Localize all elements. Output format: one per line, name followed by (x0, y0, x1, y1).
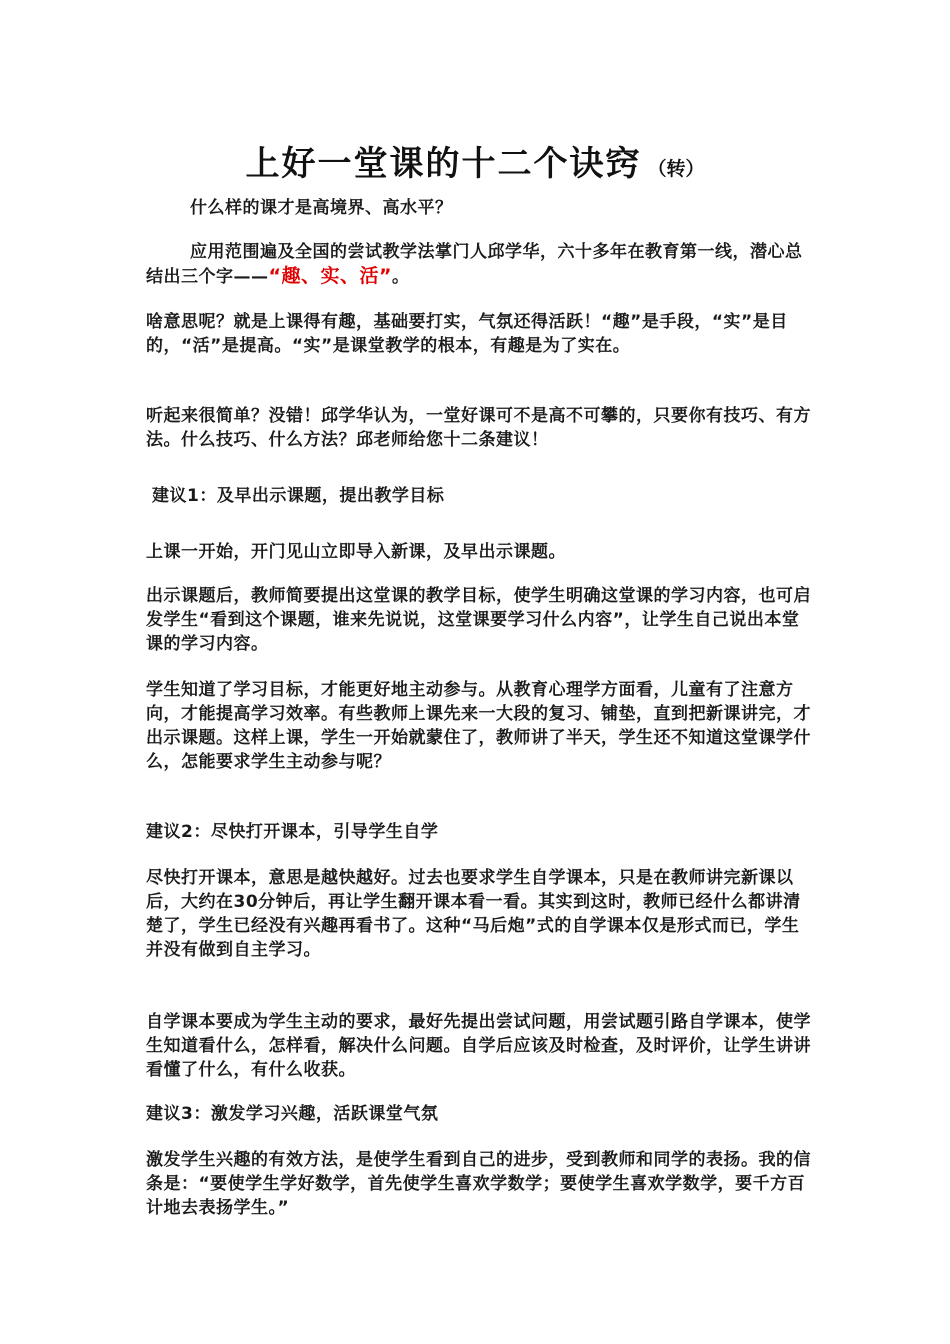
title-note: （转） (647, 158, 705, 180)
tip-1-heading: 建议1：及早出示课题，提出教学目标 (152, 486, 445, 506)
tip-2-paragraph-1: 尽快打开课本，意思是越快越好。过去也要求学生自学课本，只是在教师讲完新课以后，大约在30分钟后，再让学生翻开课本看一看。其实到这时，教师已经什么都讲清楚了，学生已经没有兴趣再看书了。这种“马后炮”式的自学课本仅是形式而已，学生并没有做到自主学习。 (146, 868, 801, 960)
intro-p1-suffix: 。 (391, 267, 410, 287)
document-title (0, 136, 950, 185)
intro-question: 什么样的课才是高境界、高水平？ (190, 198, 453, 218)
intro-p1-prefix: 应用范围遍及全国的尝试教学法掌门人邱学华，六十多年在教育第一线，潜心总结出三个字—— (146, 242, 803, 287)
tip-2-paragraph-2: 自学课本要成为学生主动的要求，最好先提出尝试问题，用尝试题引路自学课本，使学生知道看什么，怎样看，解决什么问题。自学后应该及时检查，及时评价，让学生讲讲看懂了什么，有什么收获。 (146, 1012, 811, 1080)
intro-paragraph-3: 听起来很简单？没错！邱学华认为，一堂好课可不是高不可攀的，只要你有技巧、有方法。什么技巧、什么方法？邱老师给您十二条建议！ (146, 406, 811, 450)
tip-1-paragraph-3: 学生知道了学习目标，才能更好地主动参与。从教育心理学方面看，儿童有了注意方向，才能提高学习效率。有些教师上课先来一大段的复习、铺垫，直到把新课讲完，才出示课题。这样上课，学生一开始就蒙住了，教师讲了半天，学生还不知道这堂课学什么，怎能要求学生主动参与呢？ (146, 680, 811, 772)
title-main: 上好一堂课的十二个诀窍 (245, 144, 642, 184)
tip-3-paragraph-1: 激发学生兴趣的有效方法，是使学生看到自己的进步，受到教师和同学的表扬。我的信条是：“要使学生学好数学，首先使学生喜欢学数学；要使学生喜欢学数学，要千方百计地去表扬学生。” (146, 1150, 811, 1218)
tip-2-heading: 建议2：尽快打开课本，引导学生自学 (146, 822, 439, 842)
intro-p1-highlight: “趣、实、活” (268, 265, 392, 287)
tip-1-paragraph-2: 出示课题后，教师简要提出这堂课的教学目标，使学生明确这堂课的学习内容，也可启发学生“看到这个课题，谁来先说说，这堂课要学习什么内容”，让学生自己说出本堂课的学习内容。 (146, 586, 811, 654)
tip-1-paragraph-1: 上课一开始，开门见山立即导入新课，及早出示课题。 (146, 542, 566, 562)
tip-3-heading: 建议3：激发学习兴趣，活跃课堂气氛 (146, 1104, 439, 1124)
intro-paragraph-2: 啥意思呢？就是上课得有趣，基础要打实，气氛还得活跃！“趣”是手段，“实”是目的，“活”是提高。“实”是课堂教学的根本，有趣是为了实在。 (146, 312, 788, 356)
intro-paragraph-1 (146, 240, 814, 289)
